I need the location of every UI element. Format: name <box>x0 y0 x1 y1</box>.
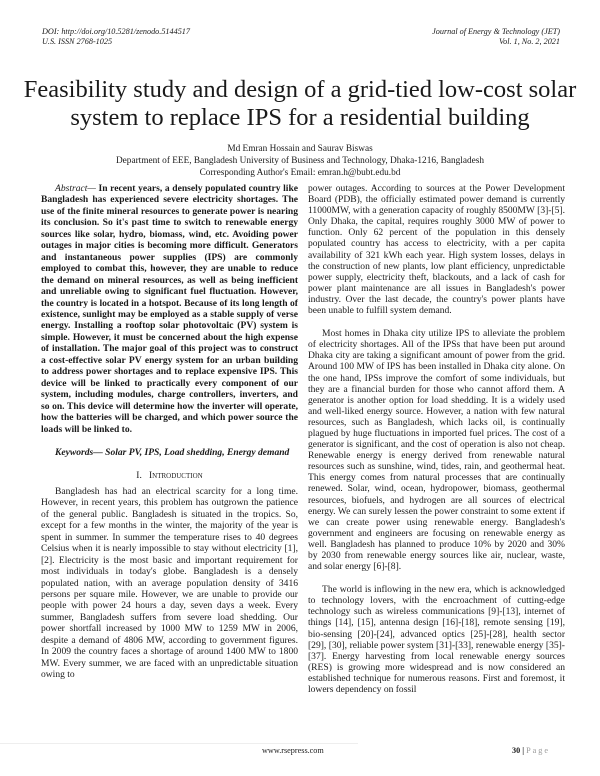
keywords-text: Solar PV, IPS, Load shedding, Energy demand <box>102 446 290 458</box>
issn: U.S. ISSN 2768-1025 <box>42 37 113 46</box>
author-email: Corresponding Author's Email: emran.h@bubt.edu.bd <box>199 168 401 179</box>
paper-title: Feasibility study and design of a grid-tied low-cost solar system to replace IPS for a residential building <box>23 76 577 131</box>
section-heading-introduction <box>41 471 298 482</box>
body-paragraph: The world is inflowing in the new era, which is acknowledged to technology lovers, with the encroachment of cutting-edge technology such as wireless communications [9]-[13], internet of things [14], [15], antenna design [16]-[18], remote sensing [19], bio-sensing [20]-[24], advanced optics [25]-[28], health sector [29], [30], reliable power system [31]-[33], renewable energy [35]-[37]. Energy harvesting from local renewable energy sources (RES) is growing more widespread and is now considered an established technique for numerous reasons. First and foremost, it lowers dependency on fossil <box>308 584 565 696</box>
footer-page <box>512 746 550 755</box>
footer-url[interactable]: www.rsepress.com <box>262 746 324 755</box>
left-column <box>41 183 298 681</box>
page-label: Page <box>526 746 551 755</box>
section-title: Introduction <box>148 471 203 482</box>
keywords <box>41 447 298 458</box>
author-affiliation: Department of EEE, Bangladesh University of Business and Technology, Dhaka-1216, Bangladesh <box>115 156 485 167</box>
body-paragraph: Most homes in Dhaka city utilize IPS to alleviate the problem of electricity shortages. All of the IPSs that have been put around Dhaka city are taking a significant amount of power from the grid. Around 100 MW of IPS has been installed in Dhaka city alone. On the one hand, IPSs improve the comfort of some individuals, but they are a financial burden for those who cannot afford them. A generator is another option for load shedding. It is a widely used and well-liked energy source. However, a nation with few natural resources, such as Bangladesh, which lacks oil, is continually plagued by huge fluctuations in imported fuel prices. The cost of a generator is significant, and the cost of operation is also not cheap. Renewable energy is energy derived from renewable natural resources such as sunshine, wind, tides, rain, and geothermal heat. This energy comes from natural processes that are continually renewed. Solar, wind, ocean, hydropower, biomass, geothermal resources, biofuels, and hydrogen are all sources of electrical energy. We can surely lessen the power constraint to some extent if we can create power using renewable energy. Bangladesh's government and engineers are focusing on renewable energy as well. Bangladesh has planned to produce 10% by 2020 and 30% by 2030 from renewable energy sources like air, nuclear, waste, and solar energy [6]-[8]. <box>308 328 565 573</box>
footer-divider <box>0 743 358 744</box>
page-number: 30 | <box>512 746 525 755</box>
journal-name: Journal of Energy & Technology (JET) <box>432 27 560 36</box>
author-block <box>20 143 580 180</box>
header-left <box>42 27 190 47</box>
header-right <box>432 27 560 47</box>
abstract-label: Abstract— <box>55 183 96 194</box>
section-number: I. <box>136 471 142 482</box>
doi-link[interactable]: DOI: http://doi.org/10.5281/zenodo.5144517 <box>42 27 190 36</box>
right-column <box>308 183 565 695</box>
author-names: Md Emran Hossain and Saurav Biswas <box>227 144 373 154</box>
abstract-text: In recent years, a densely populated country like Bangladesh has experienced severe electricity shortages. The use of the finite mineral resources to generate power is nearing its conclusion. So it's past time to switch to renewable energy sources like solar, hydro, biomass, wind, etc. Avoiding power outages in major cities is becoming more difficult. Generators and instantaneous power supplies (IPS) are commonly employed to combat this, however, they are unable to reduce the demand on mineral resources, as well as being inefficient and unreliable owing to significant fuel fluctuation. However, the country is located in a hotspot. Because of its long length of existence, sunlight may be employed as a stable supply of verse energy. Installing a rooftop solar photovoltaic (PV) system is simple. However, it must be concerned about the high expense of installation. The major goal of this project was to construct a cost-effective solar PV energy system for an urban building to address power shortages and to replace expensive IPS. This device will be linked to practically every component of our system, including modules, charge controllers, inverters, and so on. This device will determine how the inverter will operate, how the batteries will be charged, and which power source the loads will be linked to. <box>41 183 298 435</box>
journal-volume: Vol. 1, No. 2, 2021 <box>499 37 560 46</box>
body-paragraph: Bangladesh has had an electrical scarcity for a long time. However, in recent years, this problem has outgrown the patience of the general public. Bangladesh is situated in the tropics. So, except for a few months in the winter, the majority of the year is spent in summer. In summer the temperature rises to 40 degrees Celsius when it is nearly impossible to stay without electricity [1], [2]. Electricity is the most basic and important requirement for most individuals in today's globe. Bangladesh is a densely populated nation, with an average population density of 3416 persons per square mile. However, we are unable to provide our people with power 24 hours a day, seven days a week. Every summer, Bangladesh suffers from severe load shedding. Our power shortfall increased by 1000 MW to 1259 MW in 2006, despite a demand of 4806 MW, according to government figures. In 2009 the country faces a shortage of around 1400 MW to 1800 MW. Every summer, we are faced with an unpredictable situation owing to <box>41 485 298 681</box>
abstract <box>41 183 298 435</box>
body-paragraph: power outages. According to sources at the Power Development Board (PDB), the officially estimated power demand is currently 11000MW, with a generation capacity of roughly 8500MW [3]-[5]. Only Dhaka, the capital, requires roughly 3000 MW of power to function. Only 62 percent of the population in this densely populated country has access to electricity, with a per capita availability of 321 kWh each year. High system losses, delays in the construction of new plants, low plant efficiency, unpredictable power supply, electricity theft, blackouts, and a lack of cash for power plant maintenance are all issues in Bangladesh's power industry. Over the last decade, the country's power plants have been unable to fulfill system demand. <box>308 183 565 317</box>
keywords-label: Keywords— <box>55 446 103 458</box>
